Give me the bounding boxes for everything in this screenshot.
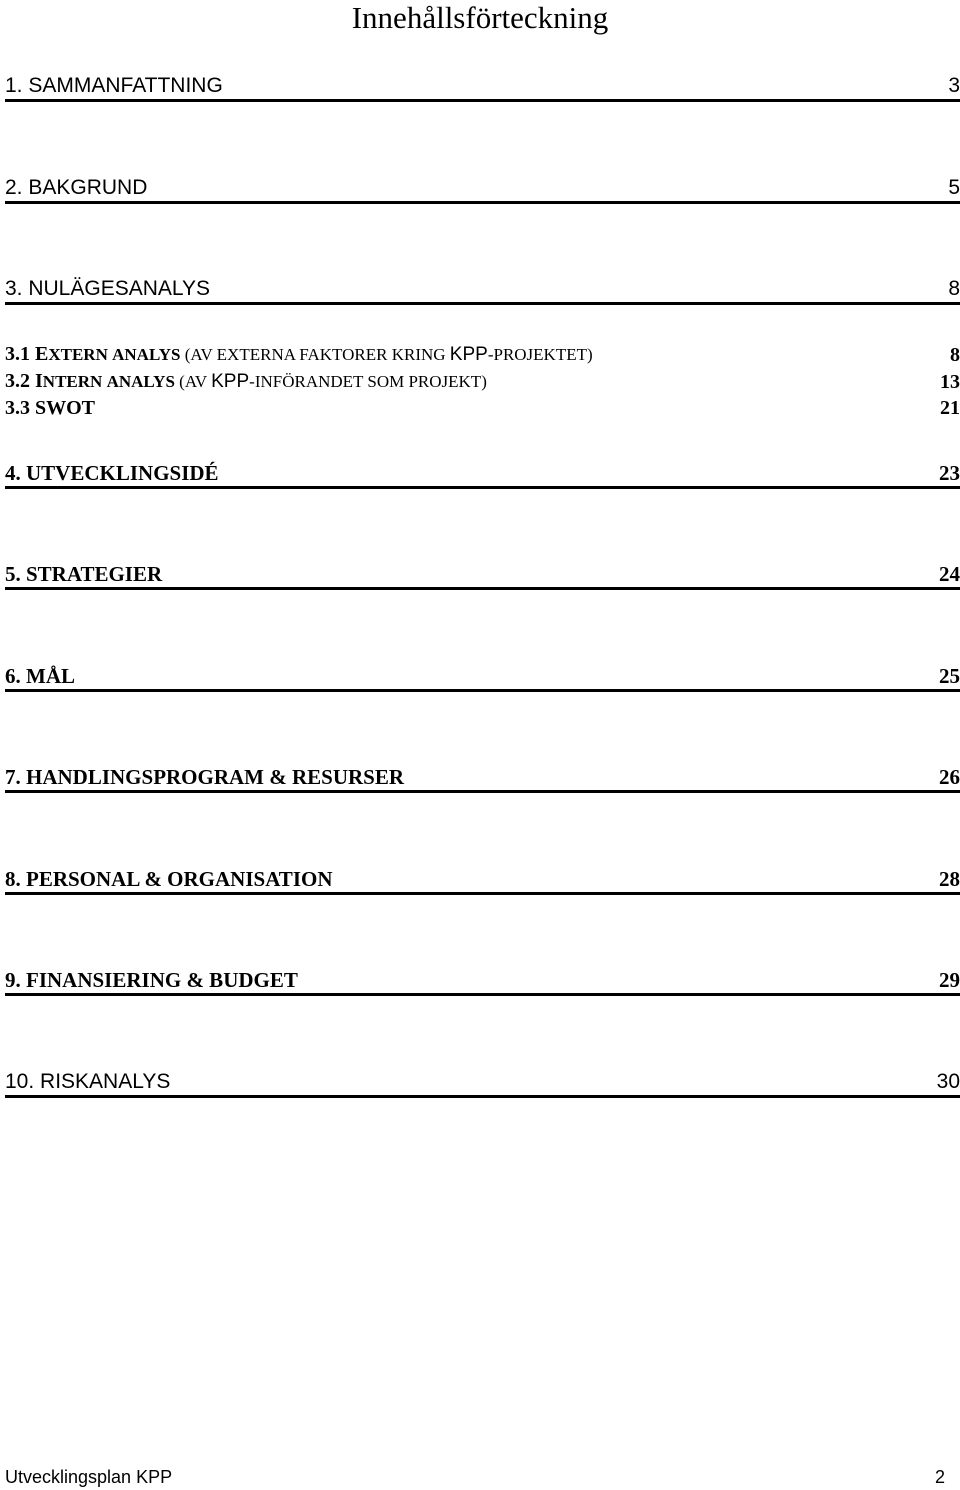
footer-document-name: Utvecklingsplan KPP [5,1467,173,1487]
toc-subentry-label: 3.3 SWOT [5,397,96,419]
toc-entry-label: 10. RISKANALYS [5,1070,171,1093]
toc-subentry-cap: I [35,370,43,392]
toc-entry-mal[interactable] [5,664,960,692]
toc-subentry-word: ANALYS [112,345,181,364]
toc-entry-label: 9. FINANSIERING & BUDGET [5,968,298,992]
toc-entry-page: 28 [939,867,960,891]
toc-entry-label: 5. STRATEGIER [5,562,163,586]
toc-entry-label: 4. UTVECKLINGSIDÉ [5,461,219,485]
page-title: Innehållsförteckning [351,0,609,35]
toc-subentry-page: 21 [940,397,960,419]
toc-entry-page: 24 [939,562,960,586]
toc-entry-label: 7. HANDLINGSPROGRAM & RESURSER [5,765,405,789]
toc-entry-finansiering[interactable] [5,968,960,996]
toc-subentry-kpp: KPP [211,371,250,392]
toc-subentry-rest: -INFÖRANDET SOM PROJEKT) [249,372,487,391]
toc-subentry-label [5,342,593,367]
toc-entry-bakgrund[interactable] [5,176,960,204]
toc-subentry-rest: (AV EXTERNA FAKTORER KRING [184,345,446,364]
toc-entry-page: 26 [939,765,960,789]
toc-entry-page: 29 [939,968,960,992]
toc-entry-nulagesanalys[interactable] [5,277,960,305]
toc-entry-strategier[interactable] [5,562,960,590]
toc-entry-label: 6. MÅL [5,664,75,688]
footer-page-number: 2 [934,1467,945,1487]
toc-subentry-word: ANALYS [106,372,175,391]
toc-entry-page: 8 [948,277,960,300]
toc-subentry-word: NTERN [42,372,103,391]
toc-subentry-number: 3.2 [5,370,30,392]
toc-entry-label: 1. SAMMANFATTNING [5,74,223,97]
toc-subentry-label [5,369,487,394]
toc-subentry-kpp: KPP [449,344,488,365]
toc-entry-page: 30 [936,1070,960,1093]
toc-entry-label: 2. BAKGRUND [5,176,148,199]
toc-subentry-page: 13 [940,371,960,393]
toc-subentry-word: XTERN [48,345,108,364]
toc-entry-utvecklingside[interactable] [5,461,960,489]
toc-entry-sammanfattning[interactable] [5,74,960,102]
page-footer [5,1466,945,1488]
toc-entry-page: 3 [948,74,960,97]
toc-subentry-page: 8 [950,344,960,366]
toc-entry-label: 8. PERSONAL & ORGANISATION [5,867,333,891]
toc-subentry-number: 3.1 [5,343,30,365]
toc-subentry-extern-analys[interactable] [5,342,960,367]
toc-entry-handlingsprogram[interactable] [5,765,960,793]
toc-entry-page: 5 [948,176,960,199]
toc-entry-page: 25 [939,664,960,688]
toc-entry-page: 23 [939,461,960,485]
toc-subentry-swot[interactable] [5,396,960,420]
toc-subentry-rest: (AV [179,372,207,391]
toc-entry-riskanalys[interactable] [5,1070,960,1098]
toc-subentry-intern-analys[interactable] [5,369,960,394]
toc-subentry-rest: -PROJEKTET) [487,345,593,364]
toc-subentry-cap: E [35,343,49,365]
toc-entry-personal[interactable] [5,867,960,895]
toc-entry-label: 3. NULÄGESANALYS [5,277,211,300]
